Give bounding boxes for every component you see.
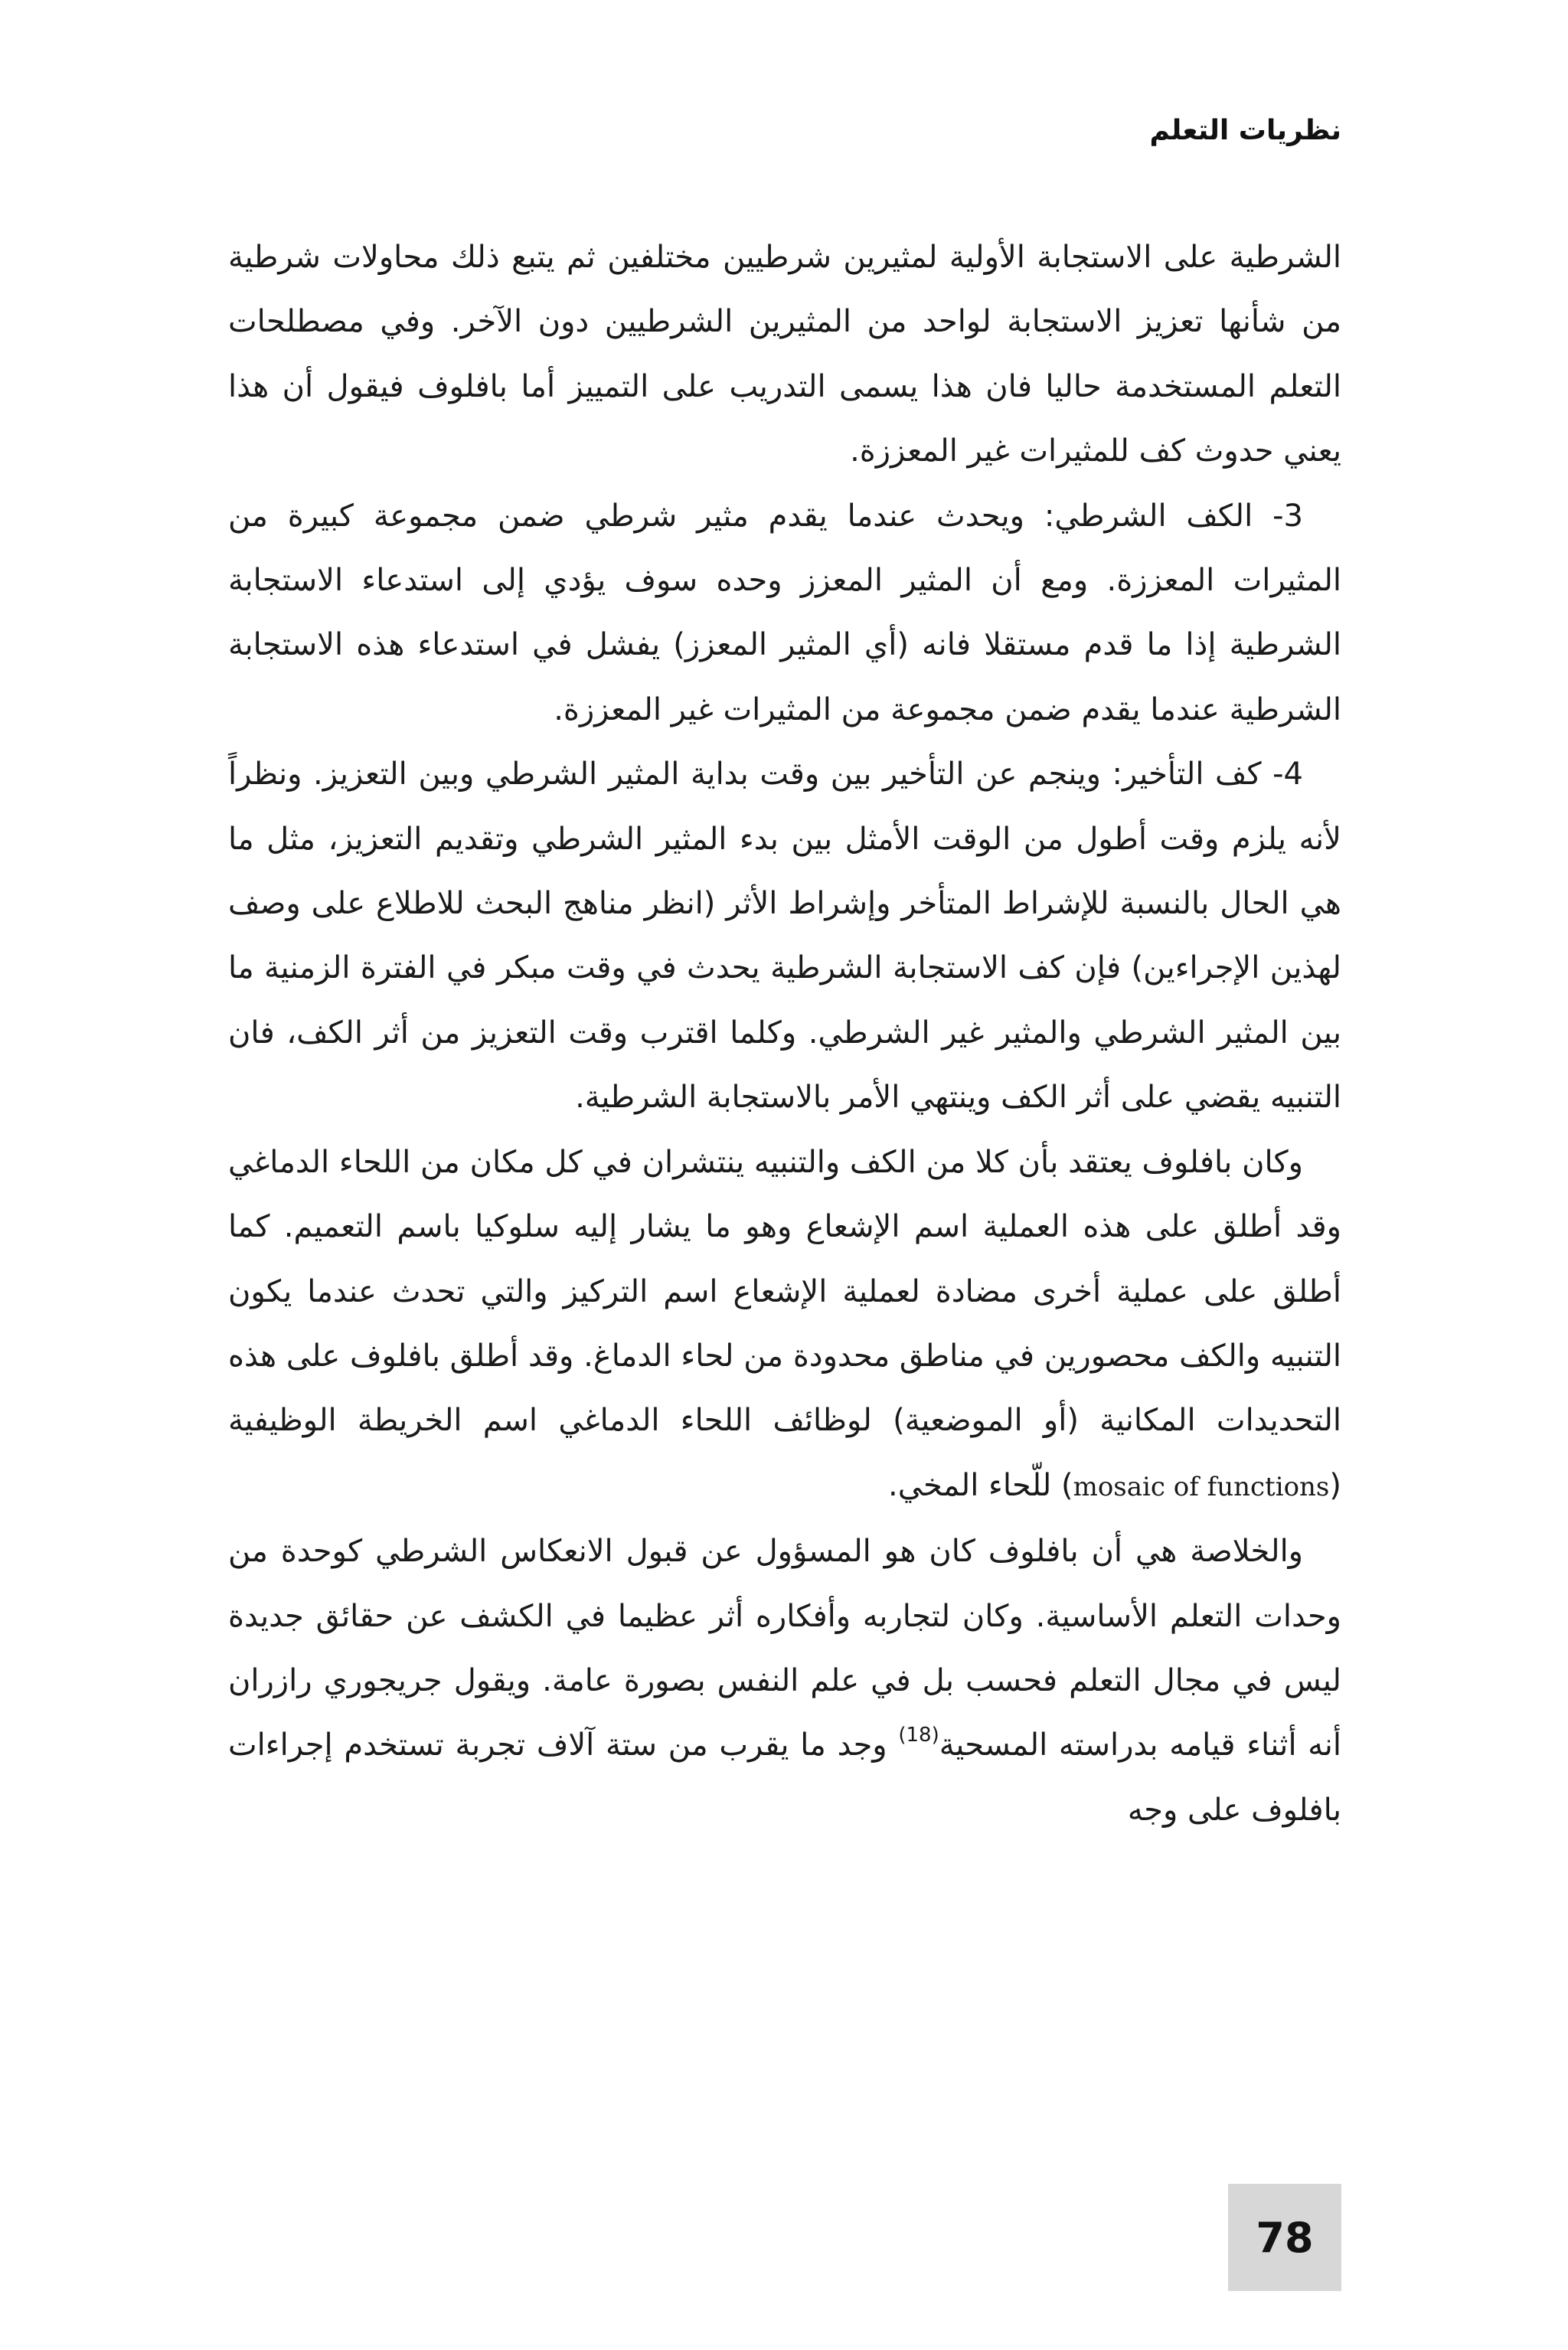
footnote-reference: (18)	[898, 1724, 939, 1747]
running-header-title: نظريات التعلم	[1149, 115, 1341, 146]
body-text	[228, 225, 1341, 1842]
paragraph-continuation: الشرطية على الاستجابة الأولية لمثيرين شرطيين مختلفين ثم يتبع ذلك محاولات شرطية من شأنها تعزيز الاستجابة لواحد من المثيرين الشرطيين دون الآخر. وفي مصطلحات التعلم المستخدمة حاليا فان هذا يسمى التدريب على التمييز أما بافلوف فيقول أن هذا يعني حدوث كف للمثيرات غير المعززة.	[228, 240, 1341, 469]
page-number-box	[1228, 2184, 1341, 2291]
paragraph-summary-text: والخلاصة هي أن بافلوف كان هو المسؤول عن قبول الانعكاس الشرطي كوحدة من وحدات التعلم الأساسية. وكان لتجاربه وأفكاره أثر عظيما في الكشف عن حقائق جديدة ليس في مجال التعلم فحسب بل في علم النفس بصورة عامة. ويقول جريجوري رازران أنه أثناء قيامه بدراسته المسحية	[228, 1534, 1341, 1763]
paragraph-irradiation-end: ) للّحاء المخي.	[888, 1467, 1073, 1503]
latin-term-mosaic-of-functions: mosaic of functions	[1073, 1471, 1330, 1502]
paragraph-irradiation-text: وكان بافلوف يعتقد بأن كلا من الكف والتنبيه ينتشران في كل مكان من اللحاء الدماغي وقد أطلق على هذه العملية اسم الإشعاع وهو ما يشار إليه سلوكيا باسم التعميم. كما أطلق على عملية أخرى مضادة لعملية الإشعاع اسم التركيز والتي تحدث عندما يكون التنبيه والكف محصورين في مناطق محدودة من لحاء الدماغ. وقد أطلق بافلوف على هذه التحديدات المكانية (أو الموضعية) لوظائف اللحاء الدماغي اسم الخريطة الوظيفية (	[228, 1144, 1341, 1503]
page-number: 78	[1256, 2213, 1314, 2262]
paragraph-summary	[228, 1519, 1341, 1842]
paragraph-summary-end: وجد ما يقرب من ستة آلاف تجربة تستخدم إجراءات بافلوف على وجه	[228, 1727, 1341, 1828]
paragraph-irradiation	[228, 1130, 1341, 1519]
paragraph-conditioned-inhibition: 3- الكف الشرطي: ويحدث عندما يقدم مثير شرطي ضمن مجموعة كبيرة من المثيرات المعززة. ومع أن المثير المعزز وحده سوف يؤدي إلى استدعاء الاستجابة الشرطية إذا ما قدم مستقلا فانه (أي المثير المعزز) يفشل في استدعاء هذه الاستجابة الشرطية عندما يقدم ضمن مجموعة من المثيرات غير المعززة.	[228, 498, 1341, 727]
paragraph-delay-inhibition: 4- كف التأخير: وينجم عن التأخير بين وقت بداية المثير الشرطي وبين التعزيز. ونظراً لأنه يلزم وقت أطول من الوقت الأمثل بين بدء المثير الشرطي وتقديم التعزيز، مثل ما هي الحال بالنسبة للإشراط المتأخر وإشراط الأثر (انظر مناهج البحث للاطلاع على وصف لهذين الإجراءين) فإن كف الاستجابة الشرطية يحدث في وقت مبكر في الفترة الزمنية ما بين المثير الشرطي والمثير غير الشرطي. وكلما اقترب وقت التعزيز من أثر الكف، فان التنبيه يقضي على أثر الكف وينتهي الأمر بالاستجابة الشرطية.	[228, 757, 1341, 1116]
